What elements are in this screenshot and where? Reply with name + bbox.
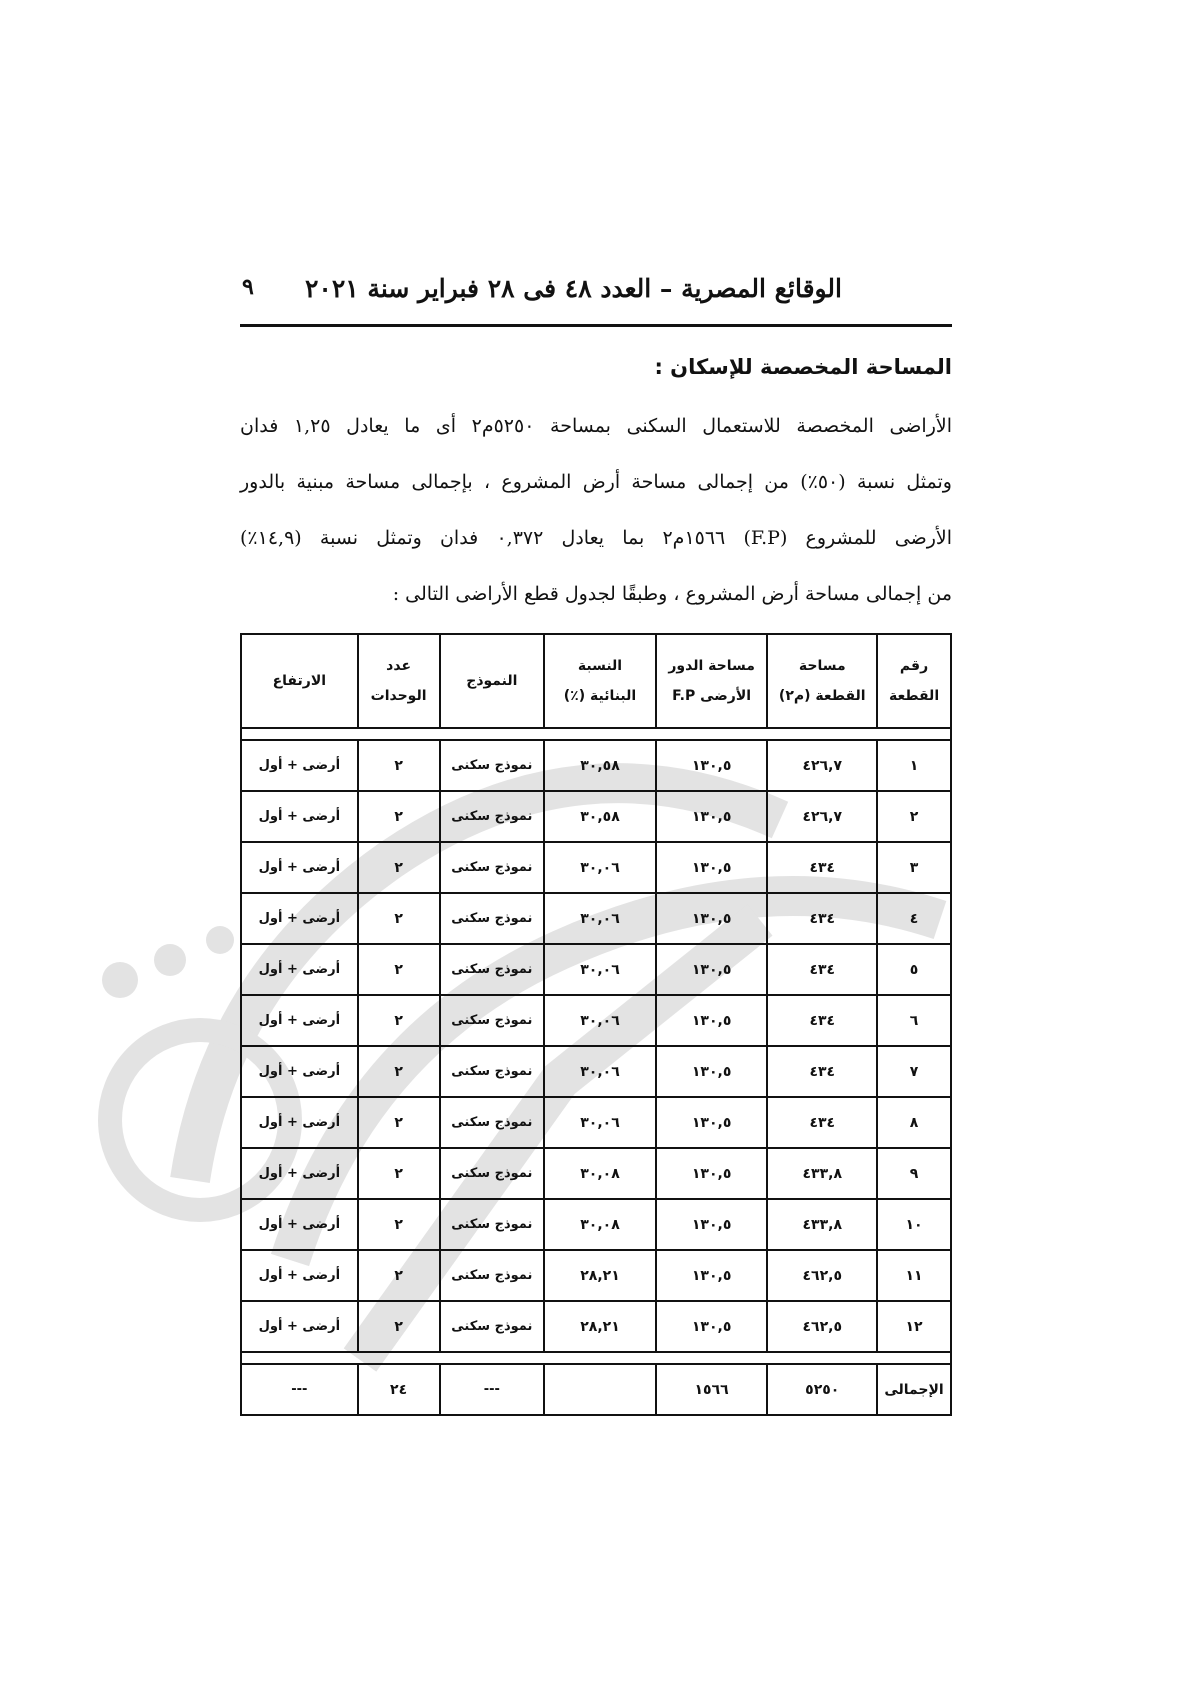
cell-model: نموذج سكنى xyxy=(440,1097,545,1148)
paragraph-line: الأراضى المخصصة للاستعمال السكنى بمساحة ٥٢٥٠م٢ أى ما يعادل ١,٢٥ فدان xyxy=(240,415,952,437)
cell-height: أرضى + أول xyxy=(241,1148,358,1199)
cell-height: أرضى + أول xyxy=(241,842,358,893)
cell-plot-no: ٤ xyxy=(877,893,951,944)
cell-plot-area: ٤٣٤ xyxy=(767,995,877,1046)
table-total-row xyxy=(241,1364,951,1415)
cell-coverage: ٣٠,٠٦ xyxy=(544,1097,656,1148)
paragraph-line: وتمثل نسبة (٥٠٪) من إجمالى مساحة أرض المشروع ، بإجمالى مساحة مبنية بالدور xyxy=(240,471,952,493)
cell-plot-area: ٤٣٤ xyxy=(767,893,877,944)
cell-fp-area: ١٥٦٦ xyxy=(656,1364,768,1415)
cell-plot-no: ١٠ xyxy=(877,1199,951,1250)
cell-fp-area: ١٣٠,٥ xyxy=(656,893,768,944)
cell-fp-area: ١٣٠,٥ xyxy=(656,1097,768,1148)
cell-plot-no: ٥ xyxy=(877,944,951,995)
body-paragraph xyxy=(240,398,952,622)
header-fp-area: مساحة الدور الأرضى F.P xyxy=(656,634,768,728)
table-row xyxy=(241,893,951,944)
cell-plot-area: ٤٣٤ xyxy=(767,1097,877,1148)
cell-plot-area: ٤٢٦,٧ xyxy=(767,740,877,791)
header-coverage: النسبة البنائية (٪) xyxy=(544,634,656,728)
cell-units: ٢ xyxy=(358,1199,440,1250)
header-model: النموذج xyxy=(440,634,545,728)
cell-coverage: ٢٨,٢١ xyxy=(544,1301,656,1352)
cell-height: أرضى + أول xyxy=(241,995,358,1046)
cell-model: --- xyxy=(440,1364,545,1415)
table-row xyxy=(241,1301,951,1352)
cell-model: نموذج سكنى xyxy=(440,1046,545,1097)
cell-plot-no: ١٢ xyxy=(877,1301,951,1352)
header-title: الوقائع المصرية – العدد ٤٨ فى ٢٨ فبراير سنة ٢٠٢١ xyxy=(305,274,842,303)
cell-plot-no: ٢ xyxy=(877,791,951,842)
cell-plot-no: ٩ xyxy=(877,1148,951,1199)
cell-fp-area: ١٣٠,٥ xyxy=(656,1046,768,1097)
cell-model: نموذج سكنى xyxy=(440,1250,545,1301)
table-row xyxy=(241,791,951,842)
table-row xyxy=(241,1148,951,1199)
cell-height: أرضى + أول xyxy=(241,791,358,842)
cell-units: ٢ xyxy=(358,791,440,842)
cell-plot-area: ٤٦٢,٥ xyxy=(767,1250,877,1301)
cell-plot-area: ٤٣٣,٨ xyxy=(767,1148,877,1199)
cell-height: أرضى + أول xyxy=(241,1301,358,1352)
cell-coverage: ٣٠,٠٦ xyxy=(544,1046,656,1097)
cell-coverage: ٢٨,٢١ xyxy=(544,1250,656,1301)
cell-plot-no: ٣ xyxy=(877,842,951,893)
cell-height: أرضى + أول xyxy=(241,1199,358,1250)
cell-units: ٢ xyxy=(358,1148,440,1199)
cell-coverage: ٣٠,٠٦ xyxy=(544,944,656,995)
cell-model: نموذج سكنى xyxy=(440,740,545,791)
cell-units: ٢ xyxy=(358,995,440,1046)
cell-fp-area: ١٣٠,٥ xyxy=(656,1148,768,1199)
table-row xyxy=(241,995,951,1046)
cell-fp-area: ١٣٠,٥ xyxy=(656,995,768,1046)
cell-fp-area: ١٣٠,٥ xyxy=(656,1250,768,1301)
table-header-row xyxy=(241,634,951,728)
table-row xyxy=(241,944,951,995)
cell-plot-area: ٤٦٢,٥ xyxy=(767,1301,877,1352)
cell-fp-area: ١٣٠,٥ xyxy=(656,842,768,893)
cell-model: نموذج سكنى xyxy=(440,893,545,944)
table-body xyxy=(241,740,951,1415)
cell-coverage: ٣٠,٥٨ xyxy=(544,791,656,842)
cell-height: --- xyxy=(241,1364,358,1415)
paragraph-line: من إجمالى مساحة أرض المشروع ، وطبقًا لجدول قطع الأراضى التالى : xyxy=(392,583,952,605)
cell-units: ٢٤ xyxy=(358,1364,440,1415)
cell-model: نموذج سكنى xyxy=(440,1301,545,1352)
cell-coverage: ٣٠,٠٨ xyxy=(544,1199,656,1250)
table-row xyxy=(241,1046,951,1097)
cell-units: ٢ xyxy=(358,944,440,995)
cell-height: أرضى + أول xyxy=(241,1250,358,1301)
section-heading: المساحة المخصصة للإسكان : xyxy=(654,355,952,379)
table-row xyxy=(241,740,951,791)
cell-model: نموذج سكنى xyxy=(440,1148,545,1199)
table-row xyxy=(241,1199,951,1250)
cell-plot-no: الإجمالى xyxy=(877,1364,951,1415)
cell-model: نموذج سكنى xyxy=(440,1199,545,1250)
cell-fp-area: ١٣٠,٥ xyxy=(656,740,768,791)
cell-height: أرضى + أول xyxy=(241,944,358,995)
cell-plot-no: ٨ xyxy=(877,1097,951,1148)
table-row xyxy=(241,1097,951,1148)
cell-height: أرضى + أول xyxy=(241,893,358,944)
cell-plot-area: ٥٢٥٠ xyxy=(767,1364,877,1415)
cell-coverage: ٣٠,٠٦ xyxy=(544,893,656,944)
table-row xyxy=(241,842,951,893)
cell-units: ٢ xyxy=(358,740,440,791)
cell-fp-area: ١٣٠,٥ xyxy=(656,1301,768,1352)
cell-height: أرضى + أول xyxy=(241,1097,358,1148)
cell-coverage: ٣٠,٥٨ xyxy=(544,740,656,791)
cell-model: نموذج سكنى xyxy=(440,842,545,893)
cell-plot-no: ٦ xyxy=(877,995,951,1046)
header-plot-no: رقم القطعة xyxy=(877,634,951,728)
cell-plot-no: ١ xyxy=(877,740,951,791)
cell-plot-area: ٤٣٤ xyxy=(767,944,877,995)
paragraph-line: الأرضى للمشروع (F.P) ١٥٦٦م٢ بما يعادل ٠,٣٧٢ فدان وتمثل نسبة (١٤,٩٪) xyxy=(240,527,952,549)
cell-plot-no: ١١ xyxy=(877,1250,951,1301)
page-header xyxy=(240,270,952,327)
cell-units: ٢ xyxy=(358,1250,440,1301)
cell-units: ٢ xyxy=(358,842,440,893)
cell-plot-area: ٤٣٤ xyxy=(767,1046,877,1097)
cell-plot-area: ٤٢٦,٧ xyxy=(767,791,877,842)
cell-model: نموذج سكنى xyxy=(440,944,545,995)
header-plot-area: مساحة القطعة (م٢) xyxy=(767,634,877,728)
table-row xyxy=(241,1250,951,1301)
cell-units: ٢ xyxy=(358,1097,440,1148)
page-number: ٩ xyxy=(242,274,254,300)
cell-coverage xyxy=(544,1364,656,1415)
cell-coverage: ٣٠,٠٨ xyxy=(544,1148,656,1199)
cell-plot-area: ٤٣٣,٨ xyxy=(767,1199,877,1250)
plots-table xyxy=(240,633,952,1416)
cell-plot-no: ٧ xyxy=(877,1046,951,1097)
cell-coverage: ٣٠,٠٦ xyxy=(544,995,656,1046)
cell-fp-area: ١٣٠,٥ xyxy=(656,791,768,842)
cell-height: أرضى + أول xyxy=(241,740,358,791)
cell-coverage: ٣٠,٠٦ xyxy=(544,842,656,893)
cell-model: نموذج سكنى xyxy=(440,791,545,842)
cell-plot-area: ٤٣٤ xyxy=(767,842,877,893)
header-height: الارتفاع xyxy=(241,634,358,728)
cell-fp-area: ١٣٠,٥ xyxy=(656,1199,768,1250)
cell-units: ٢ xyxy=(358,893,440,944)
cell-units: ٢ xyxy=(358,1046,440,1097)
cell-height: أرضى + أول xyxy=(241,1046,358,1097)
cell-fp-area: ١٣٠,٥ xyxy=(656,944,768,995)
cell-units: ٢ xyxy=(358,1301,440,1352)
cell-model: نموذج سكنى xyxy=(440,995,545,1046)
header-units: عدد الوحدات xyxy=(358,634,440,728)
